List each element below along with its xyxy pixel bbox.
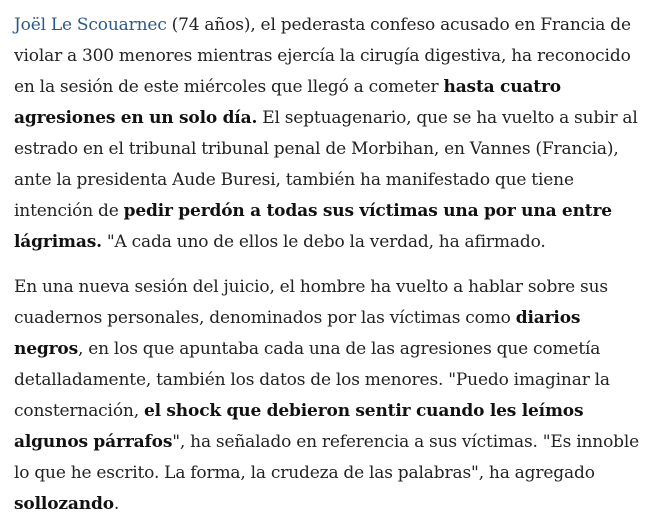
text-run: ", ha señalado en referencia a sus víctimas. "Es innoble lo que he escrito. La forma, la crudeza de las palabras", ha agregado (14, 432, 640, 483)
bold-text-run: el shock que debieron sentir cuando les leímos algunos párrafos (14, 401, 584, 452)
bold-text-run: pedir perdón a todas sus víctimas una por una entre lágrimas. (14, 201, 612, 252)
paragraph-1 (14, 10, 645, 258)
bold-text-run: diarios negros (14, 308, 581, 359)
bold-text-run: hasta cuatro agresiones en un solo día. (14, 77, 561, 128)
text-run: En una nueva sesión del juicio, el hombre ha vuelto a hablar sobre sus cuadernos personales, denominados por las víctimas como (14, 277, 608, 328)
bold-text-run: sollozando (14, 494, 114, 514)
text-run: "A cada uno de ellos le debo la verdad, ha afirmado. (101, 232, 546, 252)
text-run: (74 años), el pederasta confeso acusado en Francia de violar a 300 menores mientras ejercía la cirugía digestiva, ha reconocido en la sesión de este miércoles que llegó a cometer (14, 15, 631, 97)
person-link[interactable]: Joël Le Scouarnec (14, 15, 167, 35)
text-run: , en los que apuntaba cada una de las agresiones que cometía detalladamente, también los datos de los menores. "Puedo imaginar la consternación, (14, 339, 610, 421)
text-run: El septuagenario, que se ha vuelto a subir al estrado en el tribunal tribunal penal de Morbihan, en Vannes (Francia), ante la presidenta Aude Buresi, también ha manifestado que tiene intención de (14, 108, 638, 221)
paragraph-2 (14, 272, 645, 520)
text-run: . (113, 494, 120, 514)
